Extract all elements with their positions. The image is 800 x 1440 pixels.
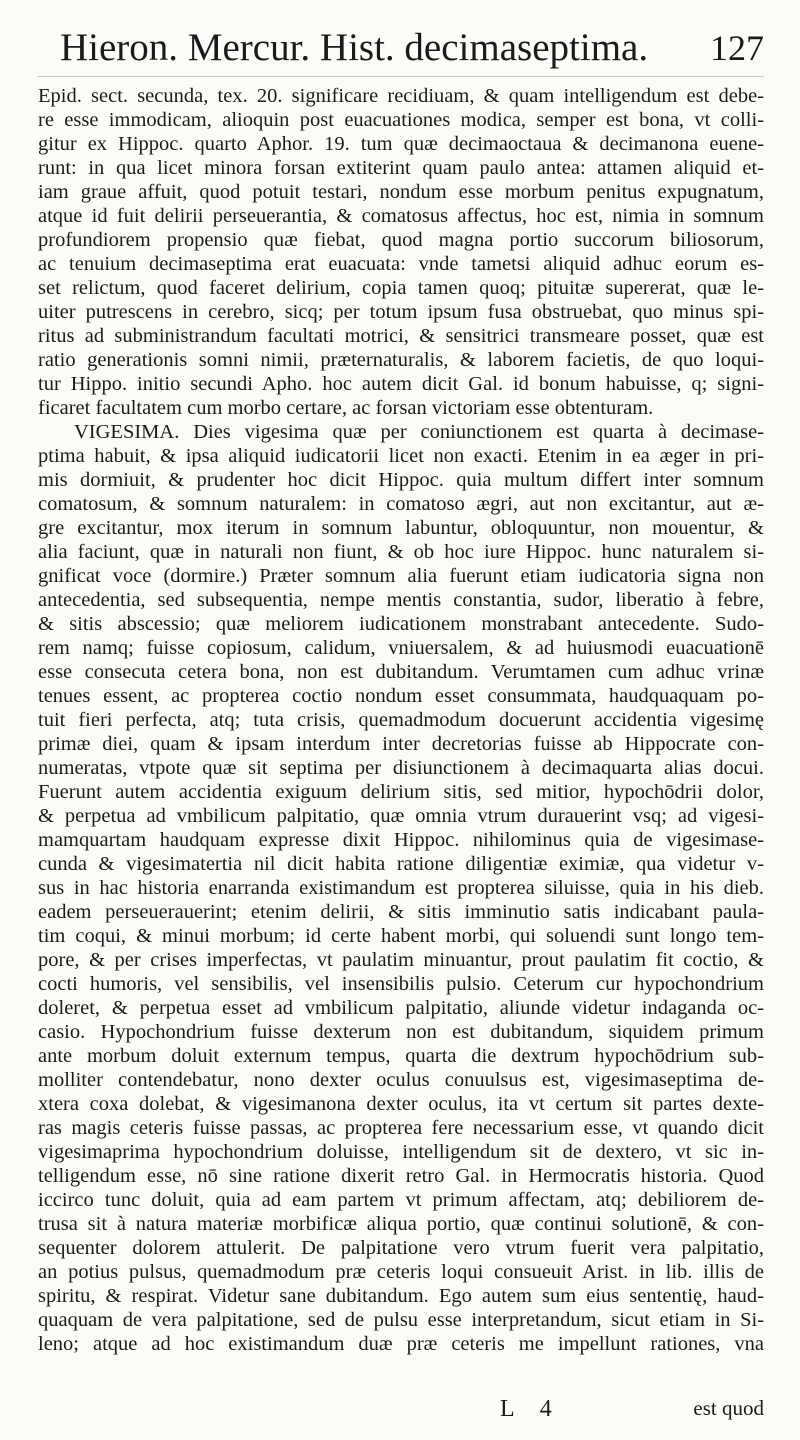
text-line: profundiorem propensio quæ fiebat, quod magna portio succorum biliosorum,	[38, 229, 764, 251]
text-line: ritus ad subministrandum facultati motrici, & sensitrici transmeare posset, quæ est	[38, 325, 764, 347]
text-line: atque id fuit delirii perseuerantia, & comatosus affectus, hoc est, nimia in somnum	[38, 205, 764, 227]
text-line: quaquam de vera palpitatione, sed de pulsu esse interpretandum, sicut etiam in Si-	[38, 1309, 764, 1331]
text-line: xtera coxa dolebat, & vigesimanona dexter oculus, ita vt certum sit partes dexte-	[38, 1093, 764, 1115]
text-line: ratio generationis somni nimii, præternaturalis, & laborem facietis, de quo loqui-	[38, 349, 764, 371]
text-line: ficaret facultatem cum morbo certare, ac forsan victoriam esse obtenturam.	[38, 397, 654, 419]
text-line: iccirco tunc doluit, quia ad eam partem vt primum affectam, atq; debiliorem de-	[38, 1189, 764, 1211]
text-line: VIGESIMA. Dies vigesima quæ per coniunctionem est quarta à decimase-	[74, 421, 764, 443]
text-line: sequenter dolorem attulerit. De palpitatione vero vtrum fuerit vera palpitatio,	[38, 1237, 764, 1259]
text-body	[38, 84, 764, 1356]
text-line: runt: in qua licet minora forsan extiterint quam paulo antea: attamen aliquid et-	[38, 157, 764, 179]
text-line: ras magis ceteris fuisse passas, ac propterea fere necessarium esse, vt quando dicit	[38, 1117, 764, 1139]
text-line: & perpetua ad vmbilicum palpitatio, quæ omnia vtrum durauerint vsq; ad vigesi-	[38, 805, 764, 827]
text-line: doleret, & perpetua esset ad vmbilicum palpitatio, aliunde videtur indaganda oc-	[38, 997, 764, 1019]
text-line: cocti humoris, vel sensibilis, vel insensibilis pulsio. Ceterum cur hypochondrium	[38, 973, 764, 995]
text-line: Fuerunt autem accidentia exiguum delirium sitis, sed mitior, hypochōdrii dolor,	[38, 781, 764, 803]
text-line: molliter contendebatur, nono dexter oculus conuulsus est, vigesimaseptima de-	[38, 1069, 764, 1091]
text-line: mis dormiuit, & prudenter hoc dicit Hippoc. quia multum differt inter somnum	[38, 469, 764, 491]
text-line: uiter putrescens in cerebro, sicq; per totum ipsum fusa obstruebat, quo minus spi-	[38, 301, 764, 323]
text-line: sus in hac historia enarranda existimandum est propterea siluisse, quia in his dieb.	[38, 877, 764, 899]
text-line: & sitis abscessio; quæ meliorem iudicationem monstrabant antecedente. Sudo-	[38, 613, 764, 635]
text-line: spiritu, & respirat. Videtur sane dubitandum. Ego autem sum eius sententię, haud-	[38, 1285, 764, 1307]
text-line: tuit fieri perfecta, atq; tuta crisis, quemadmodum docuerunt accidentia vigesimę	[38, 709, 764, 731]
text-line: eadem perseuerauerint; etenim delirii, & sitis imminutio satis indicabant paula-	[38, 901, 764, 923]
text-line: iam graue affuit, quod potuit testari, nondum esse morbum penitus expugnatum,	[38, 181, 764, 203]
text-line: ptima habuit, & ipsa aliquid iudicatorii licet non exacti. Etenim in ea æger in pri-	[38, 445, 764, 467]
text-line: alia faciunt, quæ in naturali non fiunt, & ob hoc iure Hippoc. hunc naturalem si-	[38, 541, 764, 563]
text-line: ante morbum doluit externum tempus, quarta die dextrum hypochōdrium sub-	[38, 1045, 764, 1067]
catchword: est quod	[693, 1396, 764, 1420]
text-line: rem namq; fuisse copiosum, calidum, vniuersalem, & ad huiusmodi euacuationē	[38, 637, 764, 659]
header-rule	[38, 76, 764, 77]
text-line: gitur ex Hippoc. quarto Aphor. 19. tum quæ decimaoctaua & decimanona euene-	[38, 133, 764, 155]
running-title: Hieron. Mercur. Hist. decimaseptima.	[60, 26, 649, 69]
page-number: 127	[710, 28, 764, 68]
text-line: esse consecuta cetera bona, non est dubitandum. Verumtamen cum adhuc vrinæ	[38, 661, 764, 683]
text-line: pore, & per crises imperfectas, vt paulatim minuantur, prout paulatim fit coctio, &	[38, 949, 764, 971]
text-line: gre excitantur, mox iterum in somnum labuntur, obloquuntur, non mouentur, &	[38, 517, 764, 539]
text-line: leno; atque ad hoc existimandum duæ præ ceteris me impellunt rationes, vna	[38, 1333, 764, 1355]
text-line: telligendum esse, nō sine ratione dixerit retro Gal. in Hermocratis historia. Quod	[38, 1165, 764, 1187]
text-line: tenues essent, ac propterea coctio nondum esset consummata, haudquaquam po-	[38, 685, 764, 707]
text-line: cunda & vigesimatertia nil dicit habita ratione diligentiæ eximiæ, qua videtur v-	[38, 853, 764, 875]
text-line: tim coqui, & minui morbum; id certe habent morbi, qui soluendi sunt longo tem-	[38, 925, 764, 947]
text-line: an potius pulsus, quemadmodum præ ceteris loqui consueuit Arist. in lib. illis de	[38, 1261, 764, 1283]
text-line: gnificat voce (dormire.) Præter somnum alia fuerunt etiam iudicatoria signa non	[38, 565, 764, 587]
text-line: ac tenuium decimaseptima erat euacuata: vnde tametsi aliquid adhuc eorum es-	[38, 253, 764, 275]
page-footer	[38, 1396, 764, 1426]
signature-mark: L 4	[500, 1396, 562, 1422]
text-line: numeratas, vtpote quæ sit septima per disiunctionem à decimaquarta alias docui.	[38, 757, 764, 779]
text-line: Epid. sect. secunda, tex. 20. significare recidiuam, & quam intelligendum est debe-	[38, 85, 764, 107]
text-line: casio. Hypochondrium fuisse dexterum non est dubitandum, siquidem primum	[38, 1021, 764, 1043]
text-line: vigesimaprima hypochondrium doluisse, intelligendum sit de dextero, vt sic in-	[38, 1141, 764, 1163]
text-line: mamquartam haudquam expresse dixit Hippoc. nihilominus quia de vigesimase-	[38, 829, 764, 851]
text-line: primæ diei, quam & ipsam interdum inter decretorias fuisse ab Hippocrate con-	[38, 733, 764, 755]
text-line: set relictum, quod faceret delirium, copia tamen quoq; pituitæ supererat, quæ le-	[38, 277, 764, 299]
text-line: antecedentia, sed subsequentia, nempe mentis constantia, sudor, liberatio à febre,	[38, 589, 764, 611]
text-line: trusa sit à natura materiæ morbificæ aliqua portio, quæ continui solutionē, & con-	[38, 1213, 764, 1235]
text-line: tur Hippo. initio secundi Apho. hoc autem dicit Gal. id bonum habuisse, q; signi-	[38, 373, 764, 395]
text-line: re esse immodicam, alioquin post euacuationes modica, semper est bona, vt colli-	[38, 109, 764, 131]
running-header	[60, 18, 764, 78]
text-line: comatosum, & somnum naturalem: in comatoso ægri, aut non excitantur, aut æ-	[38, 493, 764, 515]
